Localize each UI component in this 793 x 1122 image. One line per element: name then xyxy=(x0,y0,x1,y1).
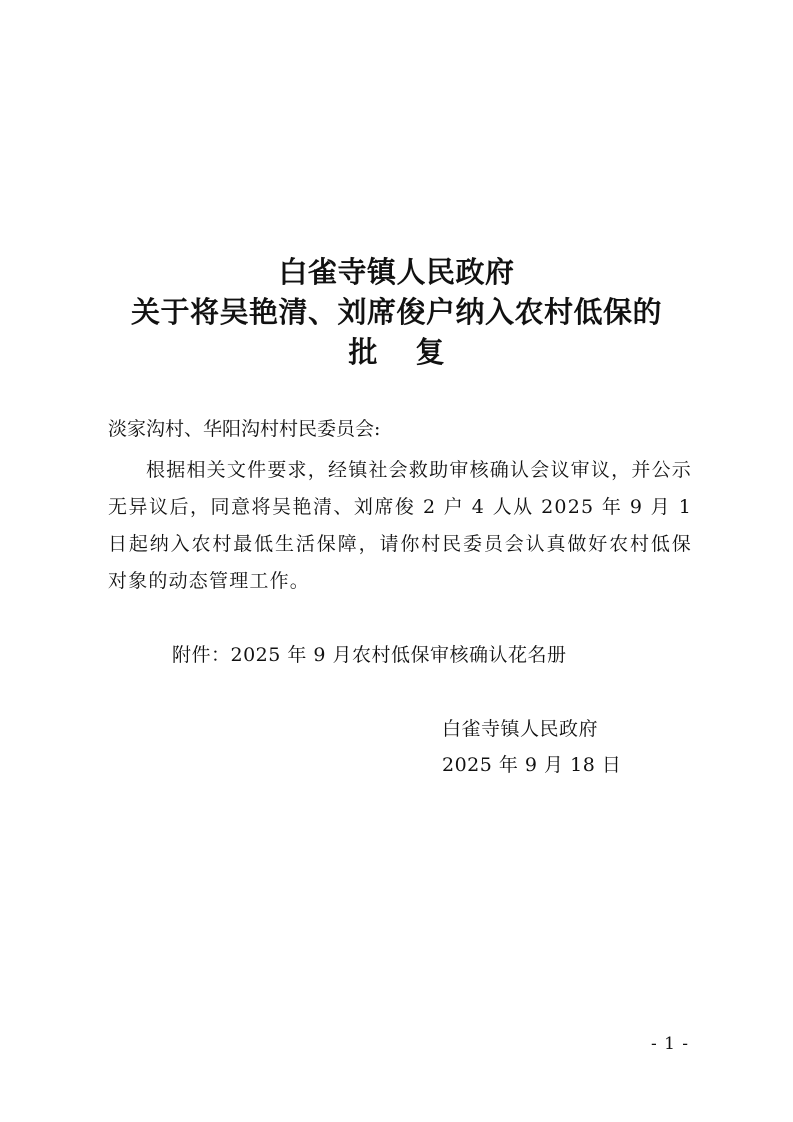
document-title xyxy=(0,252,793,372)
body-paragraph: 根据相关文件要求，经镇社会救助审核确认会议审议，并公示无异议后，同意将吴艳清、刘席俊 2 户 4 人从 2025 年 9 月 1 日起纳入农村最低生活保障，请你村民委员会认真做好农村低保对象的动态管理工作。 xyxy=(108,459,692,592)
signature-organization: 白雀寺镇人民政府 xyxy=(442,718,599,740)
title-line-issuer: 白雀寺镇人民政府 xyxy=(278,255,515,289)
addressee: 淡家沟村、华阳沟村村民委员会: xyxy=(108,418,381,440)
page-number: - 1 - xyxy=(650,1034,690,1054)
title-line-subject: 关于将吴艳清、刘席俊户纳入农村低保的 xyxy=(130,295,662,329)
title-line-doctype: 批 复 xyxy=(348,335,459,369)
signature-date: 2025 年 9 月 18 日 xyxy=(442,754,622,776)
attachment-note: 附件：2025 年 9 月农村低保审核确认花名册 xyxy=(172,644,567,666)
